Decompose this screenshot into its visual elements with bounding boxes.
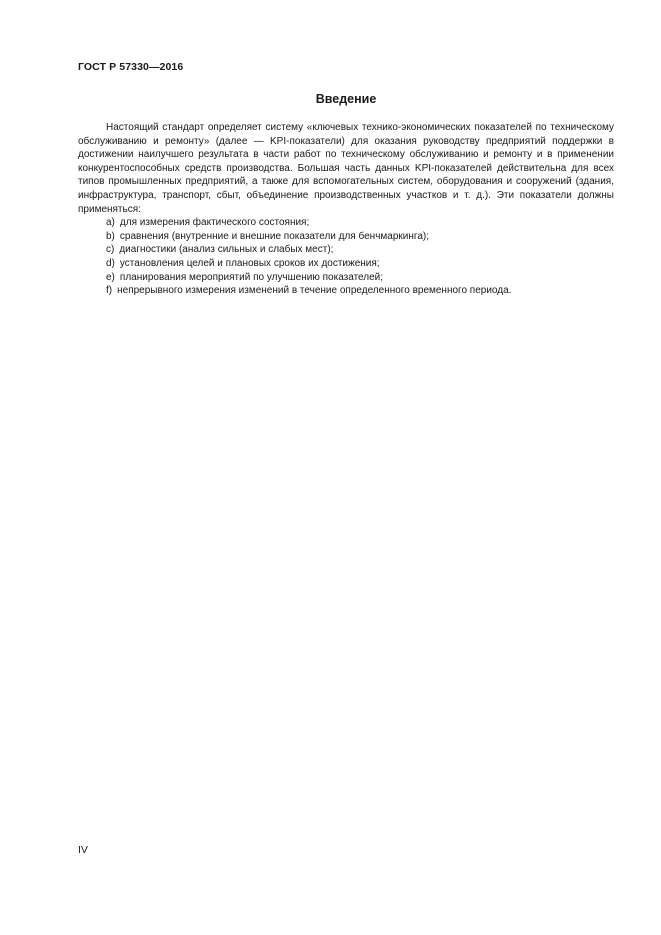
list-marker: b) — [106, 230, 115, 242]
list-item — [78, 216, 614, 230]
list-item — [78, 284, 614, 298]
list-marker: e) — [106, 271, 115, 283]
page-number: IV — [78, 844, 88, 856]
list-item — [78, 243, 614, 257]
document-header: ГОСТ Р 57330—2016 — [78, 61, 184, 73]
list-marker: f) — [106, 285, 113, 297]
list-item-text: для измерения фактического состояния; — [119, 217, 310, 229]
list-item — [78, 257, 614, 271]
list-item-text: непрерывного измерения изменений в течение определенного временного периода. — [117, 285, 512, 297]
section-title: Введение — [315, 92, 377, 106]
list-item-text: планирования мероприятий по улучшению показателей; — [119, 271, 384, 283]
list-marker: d) — [106, 257, 115, 269]
intro-paragraph: Настоящий стандарт определяет систему «ключевых технико-экономических показателей по техническому обслуживанию и ремонту» (далее — KPI-показатели) для оказания руководству предприятий поддержки в достижении наилучшего результата в части работ по техническому обслуживанию и ремонту и в применении конкурентоспособных средств производства. Большая часть данных KPI-показателей действительна для всех типов промышленных предприятий, а также для вспомогательных систем, оборудования и сооружений (здания, инфраструктура, транспорт, сбыт, объединение производственных участков и т. д.). Эти показатели должны применяться: — [78, 122, 614, 215]
list-item-text: сравнения (внутренние и внешние показатели для бенчмаркинга); — [119, 230, 429, 242]
list-item-text: установления целей и плановых сроков их достижения; — [119, 257, 380, 269]
list-item-text: диагностики (анализ сильных и слабых мест); — [119, 244, 334, 256]
list-marker: c) — [106, 244, 115, 256]
usage-list — [78, 216, 614, 298]
list-item — [78, 271, 614, 285]
section-body — [78, 121, 614, 298]
list-item — [78, 230, 614, 244]
list-marker: a) — [106, 217, 115, 229]
